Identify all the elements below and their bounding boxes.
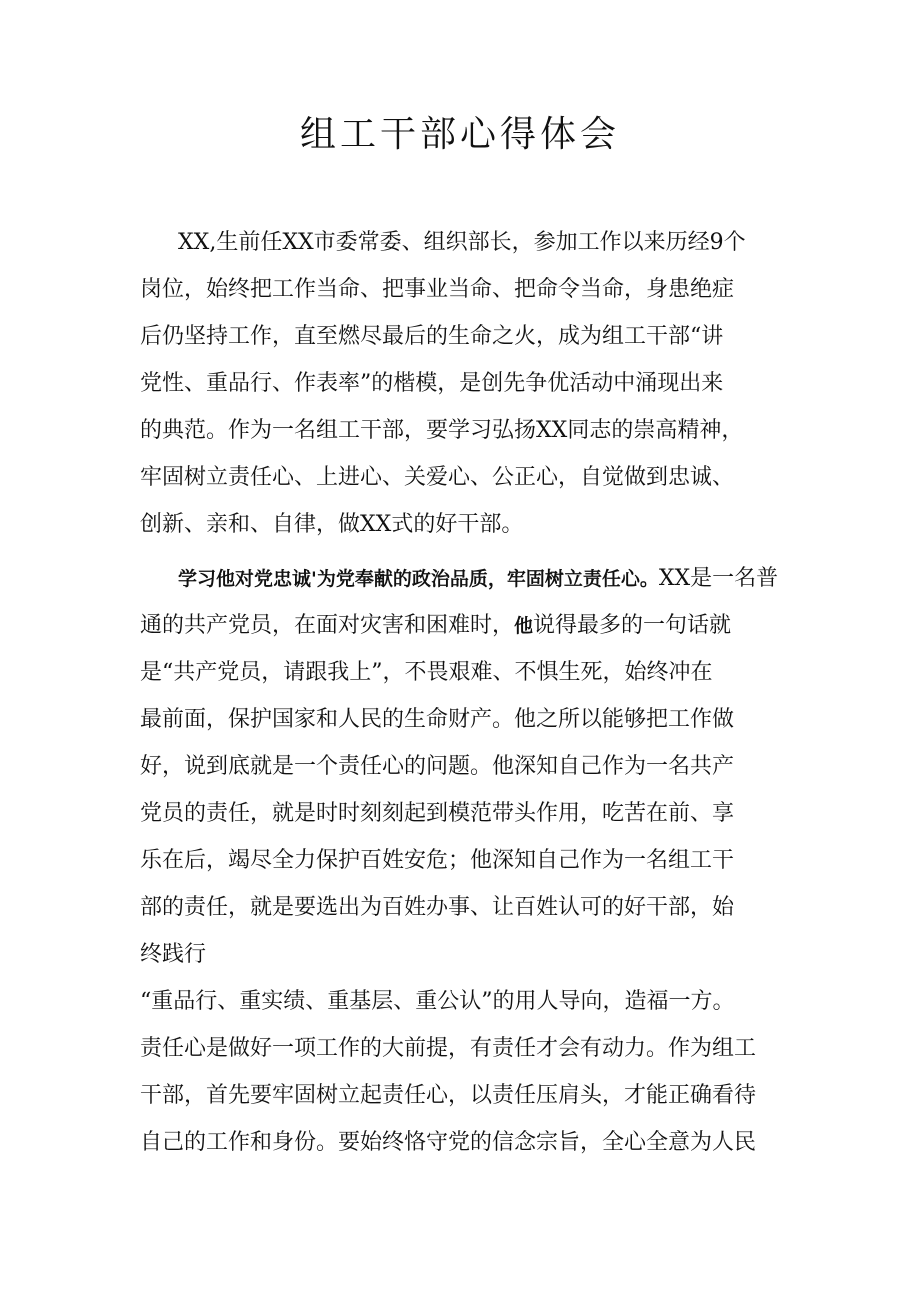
- paragraph-2-line-2-a: 通的共产党员，在面对灾害和困难时，: [140, 613, 515, 638]
- paragraph-2-line-4: 最前面，保护国家和人民的生命财产。他之所以能够把工作做: [140, 707, 735, 732]
- paragraph-2-line-2: [140, 611, 731, 641]
- document-title: 组工干部心得体会: [299, 114, 620, 155]
- paragraph-1-line-7: 创新、亲和、自律，做XX式的好干部。: [140, 512, 524, 537]
- paragraph-2-line-6: 党员的责任，就是时时刻刻起到模范带头作用，吃苦在前、享: [140, 801, 735, 826]
- paragraph-2-line-2-c: 说得最多的一句话就: [533, 613, 732, 638]
- paragraph-1-line-4: 党性、重品行、作表率”的楷模，是创先争优活动中涌现出来: [140, 371, 724, 396]
- paragraph-2-heading: 学习他对党忠诚'为党奉献的政治品质，牢固树立责任心。: [178, 568, 659, 590]
- paragraph-2-line-7: 乐在后，竭尽全力保护百姓安危；他深知自己作为一名组工干: [140, 848, 735, 873]
- paragraph-2-line-1: [178, 564, 778, 594]
- paragraph-2-line-11: 责任心是做好一项工作的大前提，有责任才会有动力。作为组工: [140, 1036, 757, 1061]
- paragraph-2-line-12: 干部，首先要牢固树立起责任心，以责任压肩头，才能正确看待: [140, 1083, 757, 1108]
- paragraph-1-line-3: 后仍坚持工作，直至燃尽最后的生命之火，成为组工干部“讲: [140, 324, 724, 349]
- paragraph-2-line-13: 自己的工作和身份。要始终恪守党的信念宗旨，全心全意为人民: [140, 1130, 757, 1155]
- paragraph-2-heading-tail: XX是一名普: [658, 566, 779, 591]
- paragraph-2-line-9: 终践行: [140, 942, 207, 967]
- paragraph-2-line-3: 是“共产党员，请跟我上”，不畏艰难、不惧生死，始终冲在: [140, 660, 713, 685]
- paragraph-1-line-2: 岗位，始终把工作当命、把事业当命、把命令当命，身患绝症: [140, 277, 735, 302]
- paragraph-2-line-5: 好，说到底就是一个责任心的问题。他深知自己作为一名共产: [140, 754, 735, 779]
- paragraph-2-line-8: 部的责任，就是要选出为百姓办事、让百姓认可的好干部，始: [140, 895, 735, 920]
- paragraph-2-line-2-b: 他: [514, 615, 534, 637]
- paragraph-1-line-5: 的典范。作为一名组工干部，要学习弘扬XX同志的崇高精神，: [140, 418, 744, 443]
- paragraph-1-line-6: 牢固树立责任心、上进心、关爱心、公正心，自觉做到忠诚、: [140, 465, 735, 490]
- paragraph-2-line-10: “重品行、重实绩、重基层、重公认”的用人导向，造福一方。: [140, 989, 735, 1014]
- paragraph-1-line-1: XX,生前任XX市委常委、组织部长，参加工作以来历经9个: [178, 230, 746, 255]
